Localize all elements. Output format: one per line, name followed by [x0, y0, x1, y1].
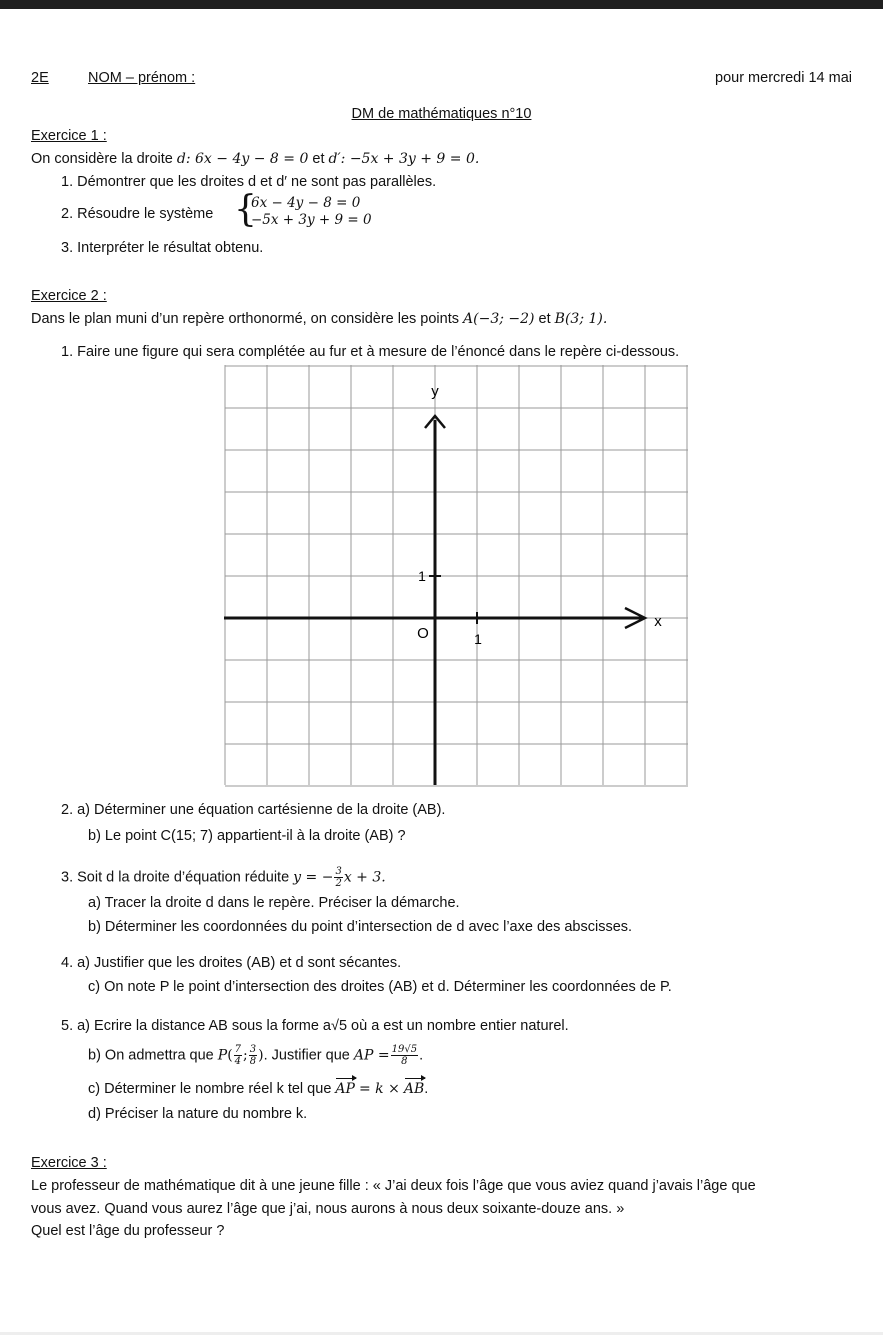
exercise-3-line-3: Quel est l’âge du professeur ? — [31, 1223, 225, 1239]
coordinate-grid — [224, 364, 690, 788]
exercise-3-line-2: vous avez. Quand vous aurez l’âge que j’ai, nous aurons à nous deux soixante-douze ans. » — [31, 1201, 625, 1217]
exercise-3-title: Exercice 3 : — [31, 1155, 107, 1171]
x-axis-label: x — [654, 613, 662, 630]
exercise-3-line-1: Le professeur de mathématique dit à une jeune fille : « J’ai deux fois l’âge que vous aviez quand j’avais l’âge que — [31, 1178, 756, 1194]
name-label: NOM – prénom : — [88, 70, 196, 86]
exercise-1-question-1: 1. Démontrer que les droites d et d′ ne sont pas parallèles. — [61, 174, 437, 190]
y-axis-label: y — [431, 383, 439, 400]
exercise-2-question-5d: d) Préciser la nature du nombre k. — [88, 1106, 308, 1122]
y-unit-label: 1 — [418, 568, 426, 584]
exercise-1-title: Exercice 1 : — [31, 128, 107, 144]
exercise-2-question-4a: 4. a) Justifier que les droites (AB) et d sont sécantes. — [61, 955, 402, 971]
exercise-2-question-3: 3. Soit d la droite d’équation réduite y = − $\frac{3}{2}$ x + 3. — [61, 866, 386, 889]
exercise-2-question-1: 1. Faire une figure qui sera complétée au fur et à mesure de l’énoncé dans le repère ci-dessous. — [61, 344, 680, 360]
page-title: DM de mathématiques n°10 — [351, 106, 532, 122]
exercise-2-question-5c: c) Déterminer le nombre réel k tel que AP = k × AB. — [88, 1081, 429, 1097]
exercise-2-question-5b: b) On admettra que P( $\frac{7}{4}$ ; $\frac{3}{8}$ ). Justifier que AP = $\frac{19√5}{8}$ . — [88, 1044, 424, 1067]
exercise-2-question-3b: b) Déterminer les coordonnées du point d’intersection de d avec l’axe des abscisses. — [88, 919, 633, 935]
exercise-2-question-4c: c) On note P le point d’intersection des droites (AB) et d. Déterminer les coordonnées de P. — [88, 979, 672, 995]
system-equations: 6x − 4y − 8 = 0 −5x + 3y + 9 = 0 — [251, 195, 372, 228]
exercise-1-question-2: 2. Résoudre le système — [61, 206, 214, 222]
exercise-1-question-3: 3. Interpréter le résultat obtenu. — [61, 240, 264, 256]
exercise-2-question-2b: b) Le point C(15; 7) appartient-il à la droite (AB) ? — [88, 828, 406, 844]
exercise-2-question-2a: 2. a) Déterminer une équation cartésienne de la droite (AB). — [61, 802, 446, 818]
exercise-1-intro: On considère la droite d: 6x − 4y − 8 = 0 et d′: −5x + 3y + 9 = 0. — [31, 151, 480, 167]
class-label: 2E — [31, 70, 49, 86]
top-bar — [0, 0, 883, 9]
exercise-2-intro: Dans le plan muni d’un repère orthonormé, on considère les points A(−3; −2) et B(3; 1). — [31, 311, 608, 327]
exercise-2-question-3a: a) Tracer la droite d dans le repère. Préciser la démarche. — [88, 895, 460, 911]
exercise-2-title: Exercice 2 : — [31, 288, 107, 304]
system-brace: { — [234, 189, 257, 230]
due-date: pour mercredi 14 mai — [715, 70, 852, 86]
x-unit-label: 1 — [474, 631, 482, 647]
exercise-2-question-5a: 5. a) Ecrire la distance AB sous la forme a√5 où a est un nombre entier naturel. — [61, 1018, 569, 1034]
origin-label: O — [417, 625, 429, 642]
